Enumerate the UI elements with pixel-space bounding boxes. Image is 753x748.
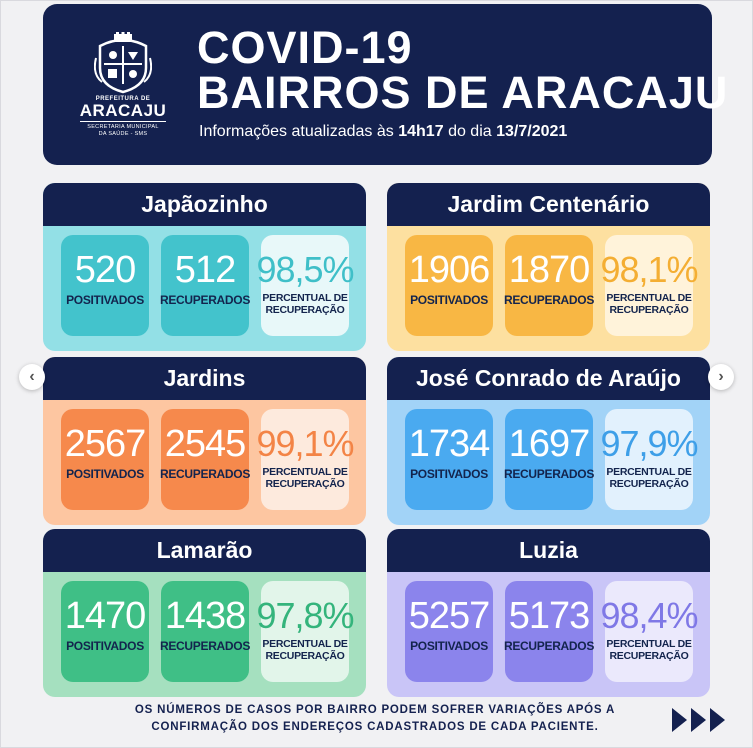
- percentual-label-line1: PERCENTUAL DE: [606, 466, 692, 478]
- positivos-label: POSITIVADOS: [410, 467, 488, 481]
- arrow-right-icon: [691, 708, 706, 732]
- chevron-left-icon: ‹: [29, 368, 35, 385]
- positivos-box: [61, 235, 149, 336]
- arrow-right-icon: [710, 708, 725, 732]
- percentual-value: 97,9%: [600, 423, 698, 464]
- positivos-value: 520: [74, 249, 136, 291]
- neighborhood-card-jose-conrado-de-araujo: [387, 357, 710, 525]
- recuperados-value: 2545: [164, 423, 246, 465]
- percentual-box: [256, 581, 354, 682]
- positivos-value: 2567: [64, 423, 146, 465]
- logo-secretaria-line2: DA SAÚDE - SMS: [98, 130, 148, 137]
- positivos-label: POSITIVADOS: [66, 293, 144, 307]
- positivos-label: POSITIVADOS: [410, 293, 488, 307]
- swipe-arrows-icon: [672, 708, 742, 734]
- positivos-box: [405, 409, 493, 510]
- footer-disclaimer: [100, 702, 650, 736]
- percentual-label-line2: RECUPERAÇÃO: [265, 478, 345, 490]
- update-date: 13/7/2021: [496, 123, 568, 140]
- recuperados-box: [505, 409, 593, 510]
- recuperados-box: [161, 235, 249, 336]
- percentual-value: 97,8%: [256, 595, 354, 636]
- recuperados-label: RECUPERADOS: [503, 639, 595, 653]
- positivos-value: 1470: [64, 595, 146, 637]
- percentual-label-line2: RECUPERAÇÃO: [609, 478, 689, 490]
- percentual-label-line2: RECUPERAÇÃO: [609, 650, 689, 662]
- recuperados-value: 1697: [508, 423, 590, 465]
- percentual-box: [256, 409, 354, 510]
- recuperados-value: 5173: [508, 595, 590, 637]
- neighborhood-card-luzia: [387, 529, 710, 697]
- positivos-box: [405, 581, 493, 682]
- recuperados-label: RECUPERADOS: [503, 467, 595, 481]
- carousel-next-button[interactable]: [708, 364, 734, 390]
- percentual-label-line1: PERCENTUAL DE: [606, 292, 692, 304]
- positivos-box: [405, 235, 493, 336]
- percentual-value: 99,1%: [256, 423, 354, 464]
- chevron-right-icon: ›: [718, 368, 724, 385]
- percentual-label-line1: PERCENTUAL DE: [262, 466, 348, 478]
- card-title: José Conrado de Araújo: [387, 357, 710, 400]
- recuperados-label: RECUPERADOS: [503, 293, 595, 307]
- percentual-label-line1: PERCENTUAL DE: [262, 292, 348, 304]
- recuperados-label: RECUPERADOS: [159, 467, 251, 481]
- logo-secretaria-line1: SECRETARIA MUNICIPAL: [87, 124, 159, 130]
- percentual-label-line1: PERCENTUAL DE: [606, 638, 692, 650]
- percentual-value: 98,5%: [256, 249, 354, 290]
- recuperados-value: 512: [174, 249, 236, 291]
- positivos-label: POSITIVADOS: [410, 639, 488, 653]
- percentual-box: [600, 581, 698, 682]
- update-time: 14h17: [398, 123, 444, 140]
- neighborhood-card-japaozinho: [43, 183, 366, 351]
- recuperados-box: [505, 235, 593, 336]
- arrow-right-icon: [672, 708, 687, 732]
- logo-prefeitura-text: PREFEITURA DE: [95, 96, 151, 102]
- page-title-line2: BAIRROS DE ARACAJU: [197, 67, 729, 118]
- percentual-label-line1: PERCENTUAL DE: [262, 638, 348, 650]
- footer-line1: OS NÚMEROS DE CASOS POR BAIRRO PODEM SOFRER VARIAÇÕES APÓS A: [134, 704, 616, 716]
- positivos-label: POSITIVADOS: [66, 467, 144, 481]
- card-title: Jardim Centenário: [387, 183, 710, 226]
- positivos-value: 1906: [408, 249, 490, 291]
- update-prefix: Informações atualizadas às: [199, 123, 394, 140]
- recuperados-label: RECUPERADOS: [159, 639, 251, 653]
- percentual-box: [600, 409, 698, 510]
- city-seal-icon: [94, 32, 152, 94]
- card-title: Jardins: [43, 357, 366, 400]
- prefeitura-logo: [73, 32, 173, 142]
- neighborhood-card-lamarao: [43, 529, 366, 697]
- page-title: COVID-19: [197, 22, 413, 73]
- logo-city-text: ARACAJU: [79, 101, 167, 120]
- recuperados-box: [161, 581, 249, 682]
- logo-divider: [80, 121, 166, 122]
- percentual-box: [600, 235, 698, 336]
- card-title: Japãozinho: [43, 183, 366, 226]
- percentual-label-line2: RECUPERAÇÃO: [609, 304, 689, 316]
- percentual-value: 98,4%: [600, 595, 698, 636]
- positivos-value: 1734: [408, 423, 490, 465]
- update-info: [199, 123, 567, 141]
- percentual-label-line2: RECUPERAÇÃO: [265, 304, 345, 316]
- recuperados-label: RECUPERADOS: [159, 293, 251, 307]
- positivos-box: [61, 581, 149, 682]
- percentual-label-line2: RECUPERAÇÃO: [265, 650, 345, 662]
- percentual-box: [256, 235, 354, 336]
- card-title: Lamarão: [43, 529, 366, 572]
- footer-line2: CONFIRMAÇÃO DOS ENDEREÇOS CADASTRADOS DE CADA PACIENTE.: [151, 721, 599, 733]
- card-title: Luzia: [387, 529, 710, 572]
- carousel-prev-button[interactable]: [19, 364, 45, 390]
- positivos-label: POSITIVADOS: [66, 639, 144, 653]
- recuperados-box: [505, 581, 593, 682]
- recuperados-value: 1438: [164, 595, 246, 637]
- positivos-box: [61, 409, 149, 510]
- update-mid: do dia: [448, 123, 492, 140]
- percentual-value: 98,1%: [600, 249, 698, 290]
- neighborhood-card-jardins: [43, 357, 366, 525]
- header-banner: [43, 4, 729, 165]
- neighborhood-card-jardim-centenario: [387, 183, 710, 351]
- positivos-value: 5257: [408, 595, 490, 637]
- recuperados-value: 1870: [508, 249, 590, 291]
- recuperados-box: [161, 409, 249, 510]
